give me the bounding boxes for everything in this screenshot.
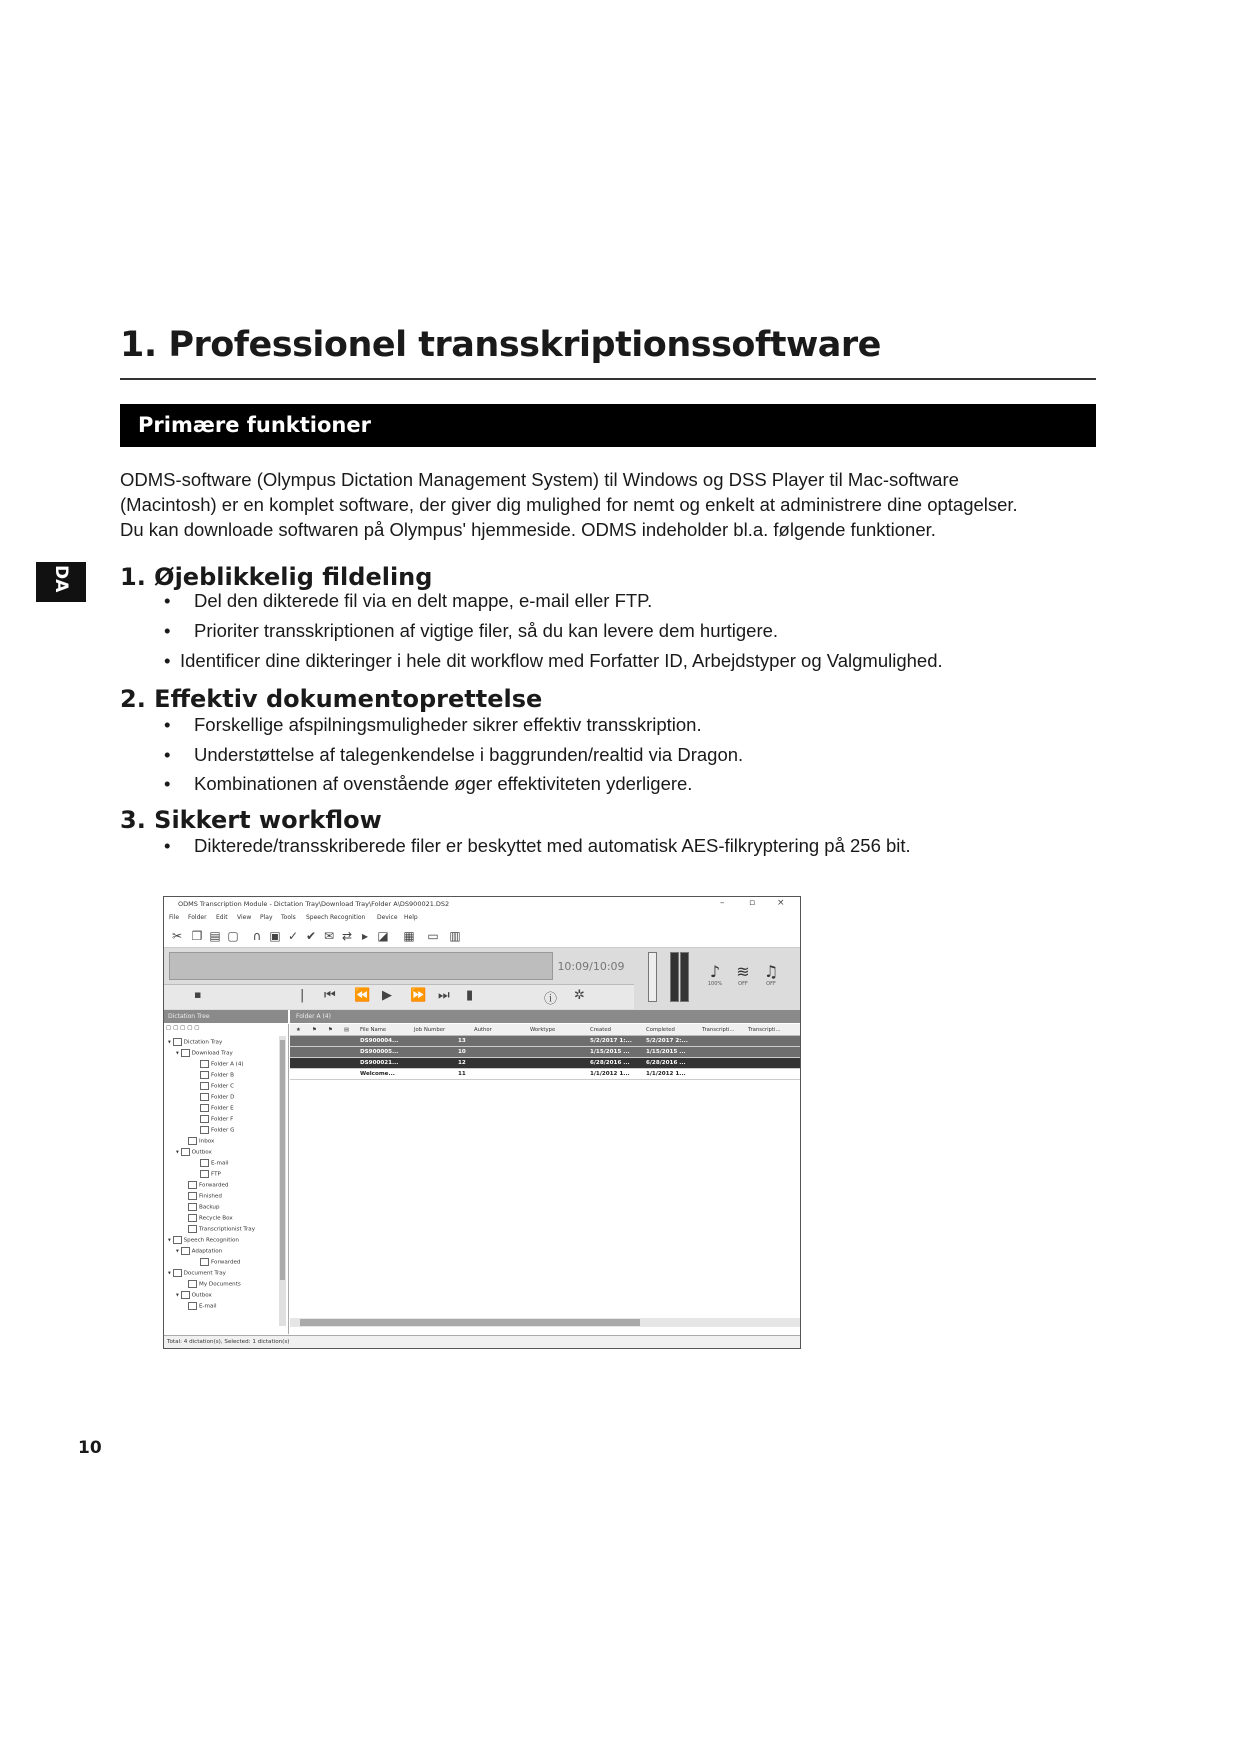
right-pane-header xyxy=(290,1010,800,1023)
menu-tools[interactable]: Tools xyxy=(281,914,296,921)
language-tab-label: DA xyxy=(51,565,71,593)
title-divider xyxy=(120,378,1096,380)
tree-item[interactable]: Inbox xyxy=(188,1137,214,1145)
menu-device[interactable]: Device xyxy=(377,914,398,921)
tree-item[interactable]: Forwarded xyxy=(200,1258,241,1266)
lock-icon[interactable]: ▤ xyxy=(344,1027,350,1033)
start-icon[interactable]: | xyxy=(300,988,305,1003)
intro-line: Du kan downloade softwaren på Olympus' hjemmeside. ODMS indeholder bl.a. følgende funktioner. xyxy=(120,519,936,540)
checkmark-icon[interactable]: ✓ xyxy=(287,929,299,943)
check-all-icon[interactable]: ✔ xyxy=(305,929,317,943)
section-header-label: Primære funktioner xyxy=(138,413,371,437)
table-row[interactable]: DS900005... 10 1/15/2015 ... 1/15/2015 ... xyxy=(290,1047,800,1058)
star-icon[interactable]: ★ xyxy=(296,1027,301,1033)
rewind-icon[interactable]: ⏪ xyxy=(354,988,371,1003)
tree-item[interactable]: Folder E xyxy=(200,1104,234,1112)
list-horizontal-scrollbar[interactable] xyxy=(290,1318,800,1327)
document-icon[interactable]: ▢ xyxy=(227,929,239,943)
level-meter-right xyxy=(680,952,689,1002)
tree-item[interactable]: Folder B xyxy=(200,1071,234,1079)
menu-bar xyxy=(164,912,800,924)
tree-item[interactable]: E-mail xyxy=(200,1159,229,1167)
column-file-name[interactable]: File Name xyxy=(360,1027,387,1033)
play-icon[interactable]: ▶ xyxy=(382,988,392,1003)
transfer-icon[interactable]: ◪ xyxy=(377,929,389,943)
tree-item[interactable]: Transcriptionist Tray xyxy=(188,1225,255,1233)
maximize-icon[interactable]: ▫ xyxy=(749,898,756,908)
status-text: Total: 4 dictation(s), Selected: 1 dictation(s) xyxy=(167,1339,290,1345)
column-header-row xyxy=(290,1024,800,1036)
noise-cancel-control[interactable]: ≋ OFF xyxy=(736,962,750,987)
left-pane-header xyxy=(164,1010,288,1023)
intro-paragraph xyxy=(120,467,1110,542)
gear-icon[interactable]: ✲ xyxy=(574,988,585,1003)
settings-icon[interactable]: ▥ xyxy=(449,929,461,943)
tree-item[interactable]: ▾ Download Tray xyxy=(176,1050,233,1057)
playback-position-slider[interactable] xyxy=(169,952,553,980)
copy-icon[interactable]: ❐ xyxy=(191,929,203,943)
status-bar xyxy=(164,1335,800,1349)
cut-icon[interactable]: ✂ xyxy=(171,929,183,943)
tree-toolbar: ▢ ▢ ▢ ▢ ▢ xyxy=(166,1025,200,1031)
end-icon[interactable]: ▮ xyxy=(466,988,474,1003)
tree-item[interactable]: ▾ Document Tray xyxy=(168,1270,226,1277)
playback-time: 10:09/10:09 xyxy=(557,960,625,973)
intro-line: ODMS-software (Olympus Dictation Management System) til Windows og DSS Player til Mac-software xyxy=(120,469,959,490)
tree-item[interactable]: ▾ Adaptation xyxy=(176,1248,223,1255)
page-title: 1. Professionel transskriptionssoftware xyxy=(120,325,881,365)
feature-bullet: • Del den dikterede fil via en delt mappe, e-mail eller FTP. xyxy=(164,590,653,611)
menu-play[interactable]: Play xyxy=(260,914,273,921)
tree-item[interactable]: Forwarded xyxy=(188,1181,229,1189)
skip-forward-icon[interactable]: ⏭ xyxy=(438,988,450,1003)
tree-item[interactable]: Finished xyxy=(188,1192,222,1200)
tree-item[interactable]: Recycle Box xyxy=(188,1214,233,1222)
feature-heading: 2. Effektiv dokumentoprettelse xyxy=(120,685,543,713)
message-icon[interactable]: ✉ xyxy=(323,929,335,943)
skip-back-icon[interactable]: ⏮ xyxy=(324,988,336,1003)
tree-item[interactable]: My Documents xyxy=(188,1280,241,1288)
headphones-icon[interactable]: ∩ xyxy=(252,929,262,943)
table-row-selected[interactable]: DS900021... 12 6/28/2016 ... 6/28/2016 ... xyxy=(290,1058,800,1069)
column-author[interactable]: Author xyxy=(474,1027,492,1033)
menu-view[interactable]: View xyxy=(237,914,252,921)
properties-icon[interactable]: ▣ xyxy=(269,929,281,943)
right-pane-title: Folder A (4) xyxy=(296,1013,331,1020)
tree-item[interactable]: Folder A (4) xyxy=(200,1060,244,1068)
priority-icon[interactable]: ▪ xyxy=(194,988,202,1001)
language-tab xyxy=(36,562,86,602)
minimize-icon[interactable]: – xyxy=(720,898,725,908)
feature-bullet: • Identificer dine dikteringer i hele dit workflow med Forfatter ID, Arbejdstyper og Valgmulighed. xyxy=(164,650,943,671)
menu-file[interactable]: File xyxy=(169,914,180,921)
level-meter-left xyxy=(670,952,679,1002)
column-transcription-2[interactable]: Transcripti... xyxy=(748,1027,781,1033)
menu-help[interactable]: Help xyxy=(404,914,418,921)
sync-icon[interactable]: ⇄ xyxy=(341,929,353,943)
transport-controls xyxy=(164,984,634,1009)
table-row[interactable]: DS900004... 13 5/2/2017 1:... 5/2/2017 2:... xyxy=(290,1036,800,1047)
send-icon[interactable]: ▸ xyxy=(361,929,369,943)
tree-item[interactable]: ▾ Dictation Tray xyxy=(168,1039,223,1046)
feature-bullet: • Prioriter transskriptionen af vigtige filer, så du kan levere dem hurtigere. xyxy=(164,620,779,641)
volume-slider[interactable] xyxy=(648,952,657,1002)
paste-icon[interactable]: ▤ xyxy=(209,929,221,943)
info-icon[interactable]: ⓘ xyxy=(544,992,558,1007)
feature-heading: 3. Sikkert workflow xyxy=(120,806,382,834)
column-worktype[interactable]: Worktype xyxy=(530,1027,556,1033)
table-row[interactable]: Welcome... 11 1/1/2012 1... 1/1/2012 1... xyxy=(290,1069,800,1080)
tree-item[interactable]: ▾ Outbox xyxy=(176,1292,212,1299)
dictation-tree xyxy=(164,1024,289,1334)
left-pane-title: Dictation Tree xyxy=(168,1013,210,1020)
options-icon[interactable]: ▦ xyxy=(403,929,415,943)
tree-item[interactable]: ▾ Speech Recognition xyxy=(168,1237,239,1244)
column-job-number[interactable]: Job Number xyxy=(414,1027,446,1033)
tree-item[interactable]: E-mail xyxy=(188,1302,217,1310)
dictation-list xyxy=(290,1024,800,1334)
player-panel xyxy=(164,948,800,1010)
column-created[interactable]: Created xyxy=(590,1027,611,1033)
section-header xyxy=(120,404,1096,447)
fast-forward-icon[interactable]: ⏩ xyxy=(410,988,427,1003)
column-transcription-1[interactable]: Transcripti... xyxy=(702,1027,735,1033)
tree-item[interactable]: Folder G xyxy=(200,1126,234,1134)
speed-control[interactable]: ♪ 100% xyxy=(707,962,723,987)
tree-item[interactable]: Folder D xyxy=(200,1093,234,1101)
tree-item[interactable]: ▾ Outbox xyxy=(176,1149,212,1156)
flag-icon[interactable]: ⚑ xyxy=(312,1027,317,1033)
tree-item[interactable]: Backup xyxy=(188,1203,220,1211)
feature-bullet: • Dikterede/transskriberede filer er beskyttet med automatisk AES-filkryptering på 256 bit. xyxy=(164,835,911,856)
tree-item[interactable]: Folder C xyxy=(200,1082,234,1090)
tree-item[interactable]: Folder F xyxy=(200,1115,233,1123)
menu-speech-recognition[interactable]: Speech Recognition xyxy=(306,914,366,921)
tree-scrollbar[interactable] xyxy=(279,1036,286,1326)
toolbar xyxy=(164,925,800,948)
intro-line: (Macintosh) er en komplet software, der giver dig mulighed for nemt og enkelt at administrere dine optagelser. xyxy=(120,494,1018,515)
feature-bullet: • Forskellige afspilningsmuligheder sikrer effektiv transskription. xyxy=(164,714,702,735)
column-completed[interactable]: Completed xyxy=(646,1027,675,1033)
window-title: ODMS Transcription Module - Dictation Tray\Download Tray\Folder A\DS900021.DS2 xyxy=(178,900,450,908)
feature-bullet: • Kombinationen af ovenstående øger effektiviteten yderligere. xyxy=(164,773,693,794)
page-number: 10 xyxy=(78,1438,102,1458)
tone-control[interactable]: ♫ OFF xyxy=(763,962,779,987)
odms-screenshot xyxy=(163,896,801,1349)
menu-edit[interactable]: Edit xyxy=(216,914,228,921)
feature-bullet: • Understøttelse af talegenkendelse i baggrunden/realtid via Dragon. xyxy=(164,744,744,765)
close-icon[interactable]: × xyxy=(777,898,785,908)
keyboard-icon[interactable]: ▭ xyxy=(427,929,439,943)
window-titlebar xyxy=(164,897,800,911)
feature-heading: 1. Øjeblikkelig fildeling xyxy=(120,563,433,591)
tree-item[interactable]: FTP xyxy=(200,1170,221,1178)
menu-folder[interactable]: Folder xyxy=(188,914,207,921)
priority-column-icon[interactable]: ⚑ xyxy=(328,1027,333,1033)
